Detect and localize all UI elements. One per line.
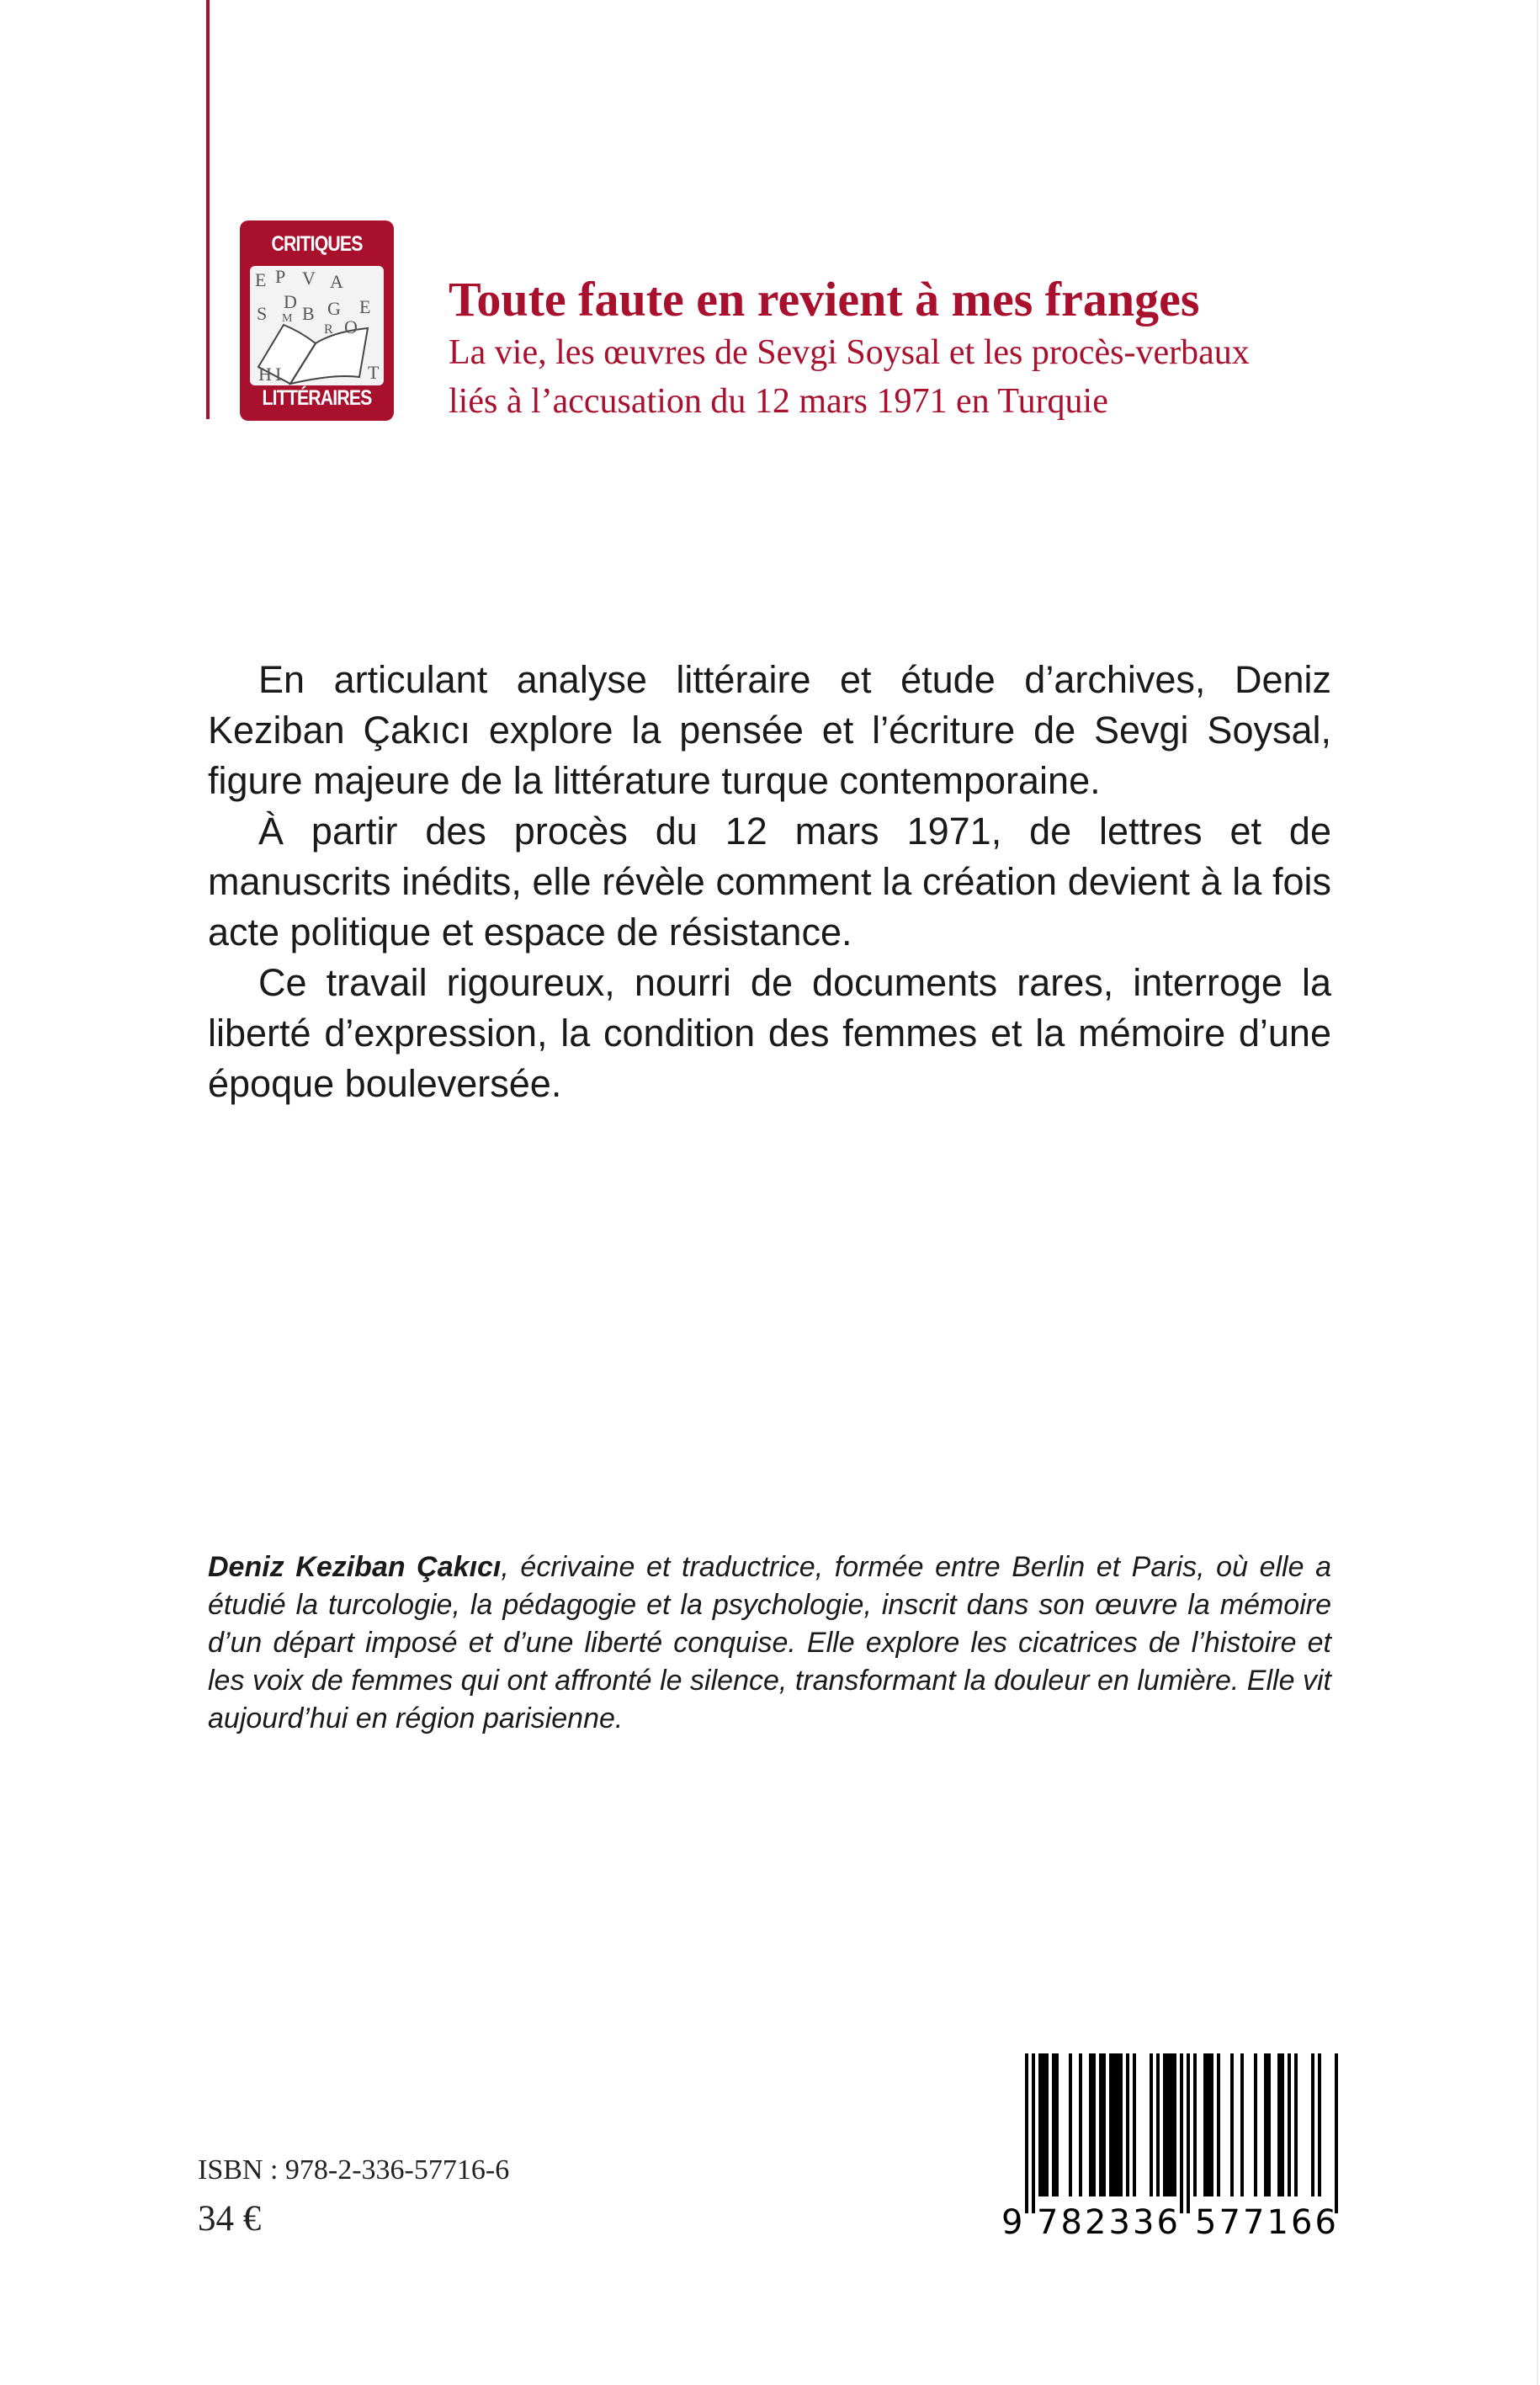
barcode-bar	[1318, 2053, 1321, 2196]
barcode-bar	[1277, 2053, 1281, 2196]
barcode-bar	[1079, 2053, 1082, 2196]
barcode-bar	[1173, 2053, 1176, 2196]
barcode-bar	[1038, 2053, 1042, 2196]
barcode-bar	[1119, 2053, 1123, 2196]
blurb	[208, 655, 1331, 1109]
barcode-bar	[1116, 2053, 1119, 2196]
barcode-bar	[1055, 2053, 1059, 2196]
logo-bottom-text: LITTÉRAIRES	[262, 386, 372, 410]
barcode-bar	[1203, 2053, 1207, 2196]
bio-text: , écrivaine et traductrice, formée entre Berlin et Paris, où elle a étudié la turcologie, la pédagogie et la psychologie, inscrit dans son œuvre la mémoire d’un départ imposé et d’une liberté conquise. Elle explore les cicatrices de l’histoire et les voix de femmes qui ont affronté le silence, transformant la douleur en lumière. Elle vit aujourd’hui en région parisienne.	[208, 1551, 1331, 1734]
barcode-bar	[1267, 2053, 1271, 2196]
book-letters-icon	[250, 266, 384, 385]
barcode-bar	[1045, 2053, 1049, 2196]
barcode-bar	[1335, 2053, 1338, 2213]
svg-text:M: M	[282, 312, 293, 325]
barcode-bar	[1150, 2053, 1153, 2196]
barcode-bar	[1133, 2053, 1136, 2196]
barcode-bar	[1193, 2053, 1197, 2196]
blurb-paragraph: En articulant analyse littéraire et étude d’archives, Deniz Keziban Çakıcı explore la pensée et l’écriture de Sevgi Soysal, figure majeure de la littérature turque contemporaine.	[208, 658, 1331, 802]
svg-text:I: I	[275, 364, 282, 385]
svg-text:R: R	[324, 322, 333, 337]
svg-text:V: V	[302, 268, 316, 289]
barcode-bar	[1210, 2053, 1213, 2196]
barcode-digits: 782336	[1037, 2203, 1178, 2239]
barcode-bar	[1166, 2053, 1170, 2196]
svg-text:E: E	[359, 296, 371, 317]
barcode-bar	[1113, 2053, 1116, 2196]
svg-text:H: H	[258, 364, 272, 385]
svg-text:E: E	[255, 269, 267, 290]
barcode-bar	[1288, 2053, 1291, 2196]
barcode-bar	[1240, 2053, 1244, 2196]
svg-text:A: A	[330, 271, 343, 292]
barcode-bar	[1187, 2053, 1190, 2213]
barcode-bar	[1092, 2053, 1096, 2196]
svg-text:G: G	[327, 298, 341, 319]
barcode-bar	[1264, 2053, 1267, 2196]
collection-logo	[240, 220, 394, 421]
barcode-bar	[1207, 2053, 1210, 2196]
barcode-bar	[1170, 2053, 1173, 2196]
barcode-bar	[1294, 2053, 1298, 2196]
barcode-bar	[1254, 2053, 1257, 2196]
svg-text:S: S	[257, 303, 268, 324]
barcode-bar	[1156, 2053, 1160, 2196]
barcode-bar	[1230, 2053, 1234, 2196]
svg-text:P: P	[275, 266, 286, 287]
barcode-bar	[1089, 2053, 1092, 2196]
barcode-bar	[1099, 2053, 1102, 2196]
barcode-bar	[1032, 2053, 1035, 2213]
author-name: Deniz Keziban Çakıcı	[208, 1551, 502, 1583]
barcode-bar	[1281, 2053, 1284, 2196]
barcode-bar	[1163, 2053, 1166, 2196]
barcode-digits: 9	[1001, 2203, 1023, 2239]
barcode-bar	[1180, 2053, 1183, 2213]
svg-text:B: B	[302, 303, 315, 324]
logo-top-text: CRITIQUES	[271, 232, 363, 256]
barcode-bar	[1025, 2053, 1028, 2213]
isbn: ISBN : 978-2-336-57716-6	[198, 2154, 510, 2186]
barcode-bar	[1311, 2053, 1314, 2196]
barcode-bar	[1042, 2053, 1045, 2196]
svg-text:D: D	[284, 291, 297, 312]
barcode-bar	[1217, 2053, 1220, 2196]
cover-edge	[1537, 0, 1538, 2385]
subtitle-line: La vie, les œuvres de Sevgi Soysal et les procès-verbaux	[449, 333, 1250, 372]
barcode-bar	[1102, 2053, 1106, 2196]
blurb-paragraph: Ce travail rigoureux, nourri de documents rares, interroge la liberté d’expression, la condition des femmes et la mémoire d’une époque bouleversée.	[208, 961, 1331, 1105]
barcode-bar	[1109, 2053, 1113, 2196]
author-bio	[208, 1548, 1331, 1738]
barcode-bar	[1126, 2053, 1129, 2196]
subtitle-line: liés à l’accusation du 12 mars 1971 en Turquie	[449, 382, 1108, 421]
blurb-paragraph: À partir des procès du 12 mars 1971, de lettres et de manuscrits inédits, elle révèle comment la création devient à la fois acte politique et espace de résistance.	[208, 810, 1331, 953]
barcode-bar	[1052, 2053, 1055, 2196]
barcode-bar	[1069, 2053, 1072, 2196]
barcode-digits: 577166	[1195, 2203, 1336, 2239]
price: 34 €	[198, 2199, 262, 2239]
accent-rule	[206, 0, 210, 419]
svg-text:T: T	[368, 362, 380, 383]
barcode	[1001, 2050, 1338, 2239]
svg-text:O: O	[344, 316, 358, 337]
book-title: Toute faute en revient à mes franges	[449, 272, 1200, 327]
